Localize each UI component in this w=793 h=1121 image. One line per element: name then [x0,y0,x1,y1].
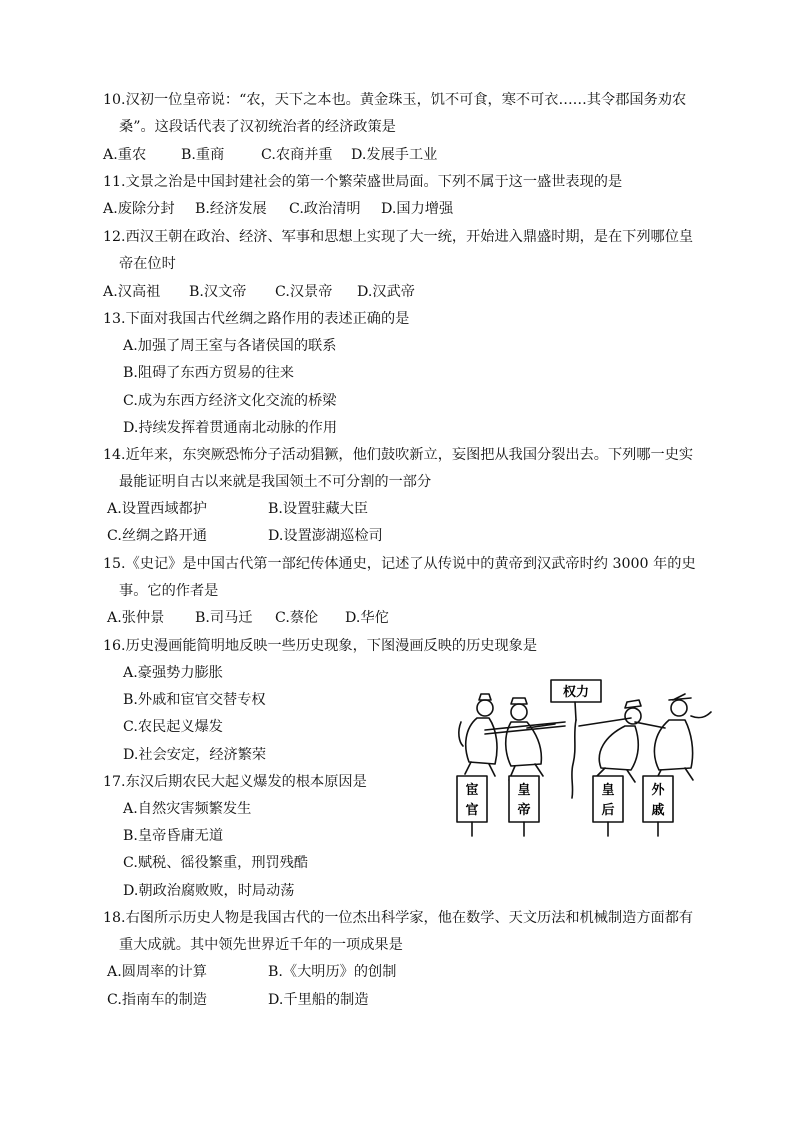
q17-option-b[interactable]: B.皇帝昏庸无道 [123,828,224,844]
q18-stem-line1: 18.右图所示历史人物是我国古代的一位杰出科学家，他在数学、天文历法和机械制造方面都有 [103,910,694,926]
q15-option-a[interactable]: A.张仲景 [107,610,165,626]
emperor-label-2: 帝 [517,803,531,818]
empress-label-2: 后 [601,803,615,818]
q14-stem-line1: 14.近年来，东突厥恐怖分子活动猖獗，他们鼓吹新立，妄图把从我国分裂出去。下列哪一史实 [103,447,694,463]
q11-option-c[interactable]: C.政治清明 [289,201,361,217]
q16-stem-line1: 16.历史漫画能简明地反映一些历史现象，下图漫画反映的历史现象是 [103,638,538,654]
empress-robe [599,726,638,770]
consort-sleeve [691,712,711,718]
consort-label-2: 戚 [651,803,665,818]
eunuch-label-2: 官 [465,803,479,818]
eunuch-label-1: 宦 [465,783,479,798]
q16-option-b[interactable]: B.外戚和宦官交替专权 [123,692,266,708]
power-label: 权力 [562,685,590,700]
rope-left-2 [485,726,565,734]
power-pole-top [575,702,576,720]
consort-head [671,700,687,716]
empress-label-1: 皇 [601,783,615,798]
q18-option-b[interactable]: B.《大明历》的创制 [268,964,397,980]
q14-option-d[interactable]: D.设置澎湖巡检司 [268,528,383,544]
q12-option-d[interactable]: D.汉武帝 [357,284,415,300]
q10-option-c[interactable]: C.农商并重 [261,147,333,163]
q15-stem-line2: 事。它的作者是 [119,583,219,599]
q15-option-c[interactable]: C.蔡伦 [275,610,319,626]
q13-option-d[interactable]: D.持续发挥着贯通南北动脉的作用 [123,420,338,436]
q12-option-c[interactable]: C.汉景帝 [275,284,333,300]
eunuch-body [466,718,497,764]
power-cartoon [455,676,713,846]
q12-stem-line2: 帝在位时 [119,256,176,272]
q14-option-b[interactable]: B.设置驻藏大臣 [268,501,369,517]
emperor-label-1: 皇 [517,783,531,798]
q10-stem-line2: 桑”。这段话代表了汉初统治者的经济政策是 [119,119,396,135]
q11-option-d[interactable]: D.国力增强 [381,201,454,217]
q18-option-a[interactable]: A.圆周率的计算 [107,964,207,980]
q10-option-a[interactable]: A.重农 [103,147,147,163]
emperor-head [511,704,527,720]
q16-option-d[interactable]: D.社会安定，经济繁荣 [123,747,267,763]
q15-stem-line1: 15.《史记》是中国古代第一部纪传体通史，记述了从传说中的黄帝到汉武帝时约 3000 年的史 [103,556,696,572]
eunuch-arm-back [459,722,463,746]
power-pole-staff [572,720,576,798]
q18-option-c[interactable]: C.指南车的制造 [107,992,207,1008]
q12-option-b[interactable]: B.汉文帝 [189,284,247,300]
q17-option-c[interactable]: C.赋税、徭役繁重，刑罚残酷 [123,855,309,871]
q10-option-b[interactable]: B.重商 [181,147,225,163]
rope-right [579,718,631,726]
q18-stem-line2: 重大成就。其中领先世界近千年的一项成果是 [119,937,403,953]
q16-option-c[interactable]: C.农民起义爆发 [123,719,223,735]
q13-option-a[interactable]: A.加强了周王室与各诸侯国的联系 [123,338,337,354]
q17-stem-line1: 17.东汉后期农民大起义爆发的根本原因是 [103,774,367,790]
q17-option-a[interactable]: A.自然灾害频繁发生 [123,801,252,817]
consort-hat [669,694,691,700]
q10-option-d[interactable]: D.发展手工业 [351,147,438,163]
consort-label-1: 外 [651,783,665,798]
q14-option-a[interactable]: A.设置西域都护 [107,501,207,517]
q10-stem-line1: 10.汉初一位皇帝说：“农，天下之本也。黄金珠玉，饥不可食，寒不可衣……其令郡国务劝农 [103,92,687,108]
empress-head [625,708,641,724]
eunuch-head [477,700,493,716]
q13-option-c[interactable]: C.成为东西方经济文化交流的桥梁 [123,393,337,409]
q12-stem-line1: 12.西汉王朝在政治、经济、军事和思想上实现了大一统，开始进入鼎盛时期，是在下列哪位皇 [103,229,694,245]
q17-option-d[interactable]: D.朝政治腐败败，时局动荡 [123,883,295,899]
consort-arms [635,722,665,728]
emperor-crown [511,698,527,704]
empress-hair [625,700,641,708]
q11-stem-line1: 11.文景之治是中国封建社会的第一个繁荣盛世局面。下列不属于这一盛世表现的是 [103,174,623,190]
q12-option-a[interactable]: A.汉高祖 [103,284,161,300]
q13-option-b[interactable]: B.阻碍了东西方贸易的往来 [123,365,294,381]
q18-option-d[interactable]: D.千里船的制造 [268,992,369,1008]
q14-option-c[interactable]: C.丝绸之路开通 [107,528,207,544]
q14-stem-line2: 最能证明自古以来就是我国领土不可分割的一部分 [119,474,432,490]
rope-left [485,722,565,730]
q11-option-b[interactable]: B.经济发展 [195,201,267,217]
eunuch-hat [479,694,491,700]
q11-option-a[interactable]: A.废除分封 [103,201,175,217]
q16-option-a[interactable]: A.豪强势力膨胀 [123,665,223,681]
q13-stem-line1: 13.下面对我国古代丝绸之路作用的表述正确的是 [103,311,410,327]
q15-option-d[interactable]: D.华佗 [345,610,389,626]
q15-option-b[interactable]: B.司马迁 [195,610,253,626]
